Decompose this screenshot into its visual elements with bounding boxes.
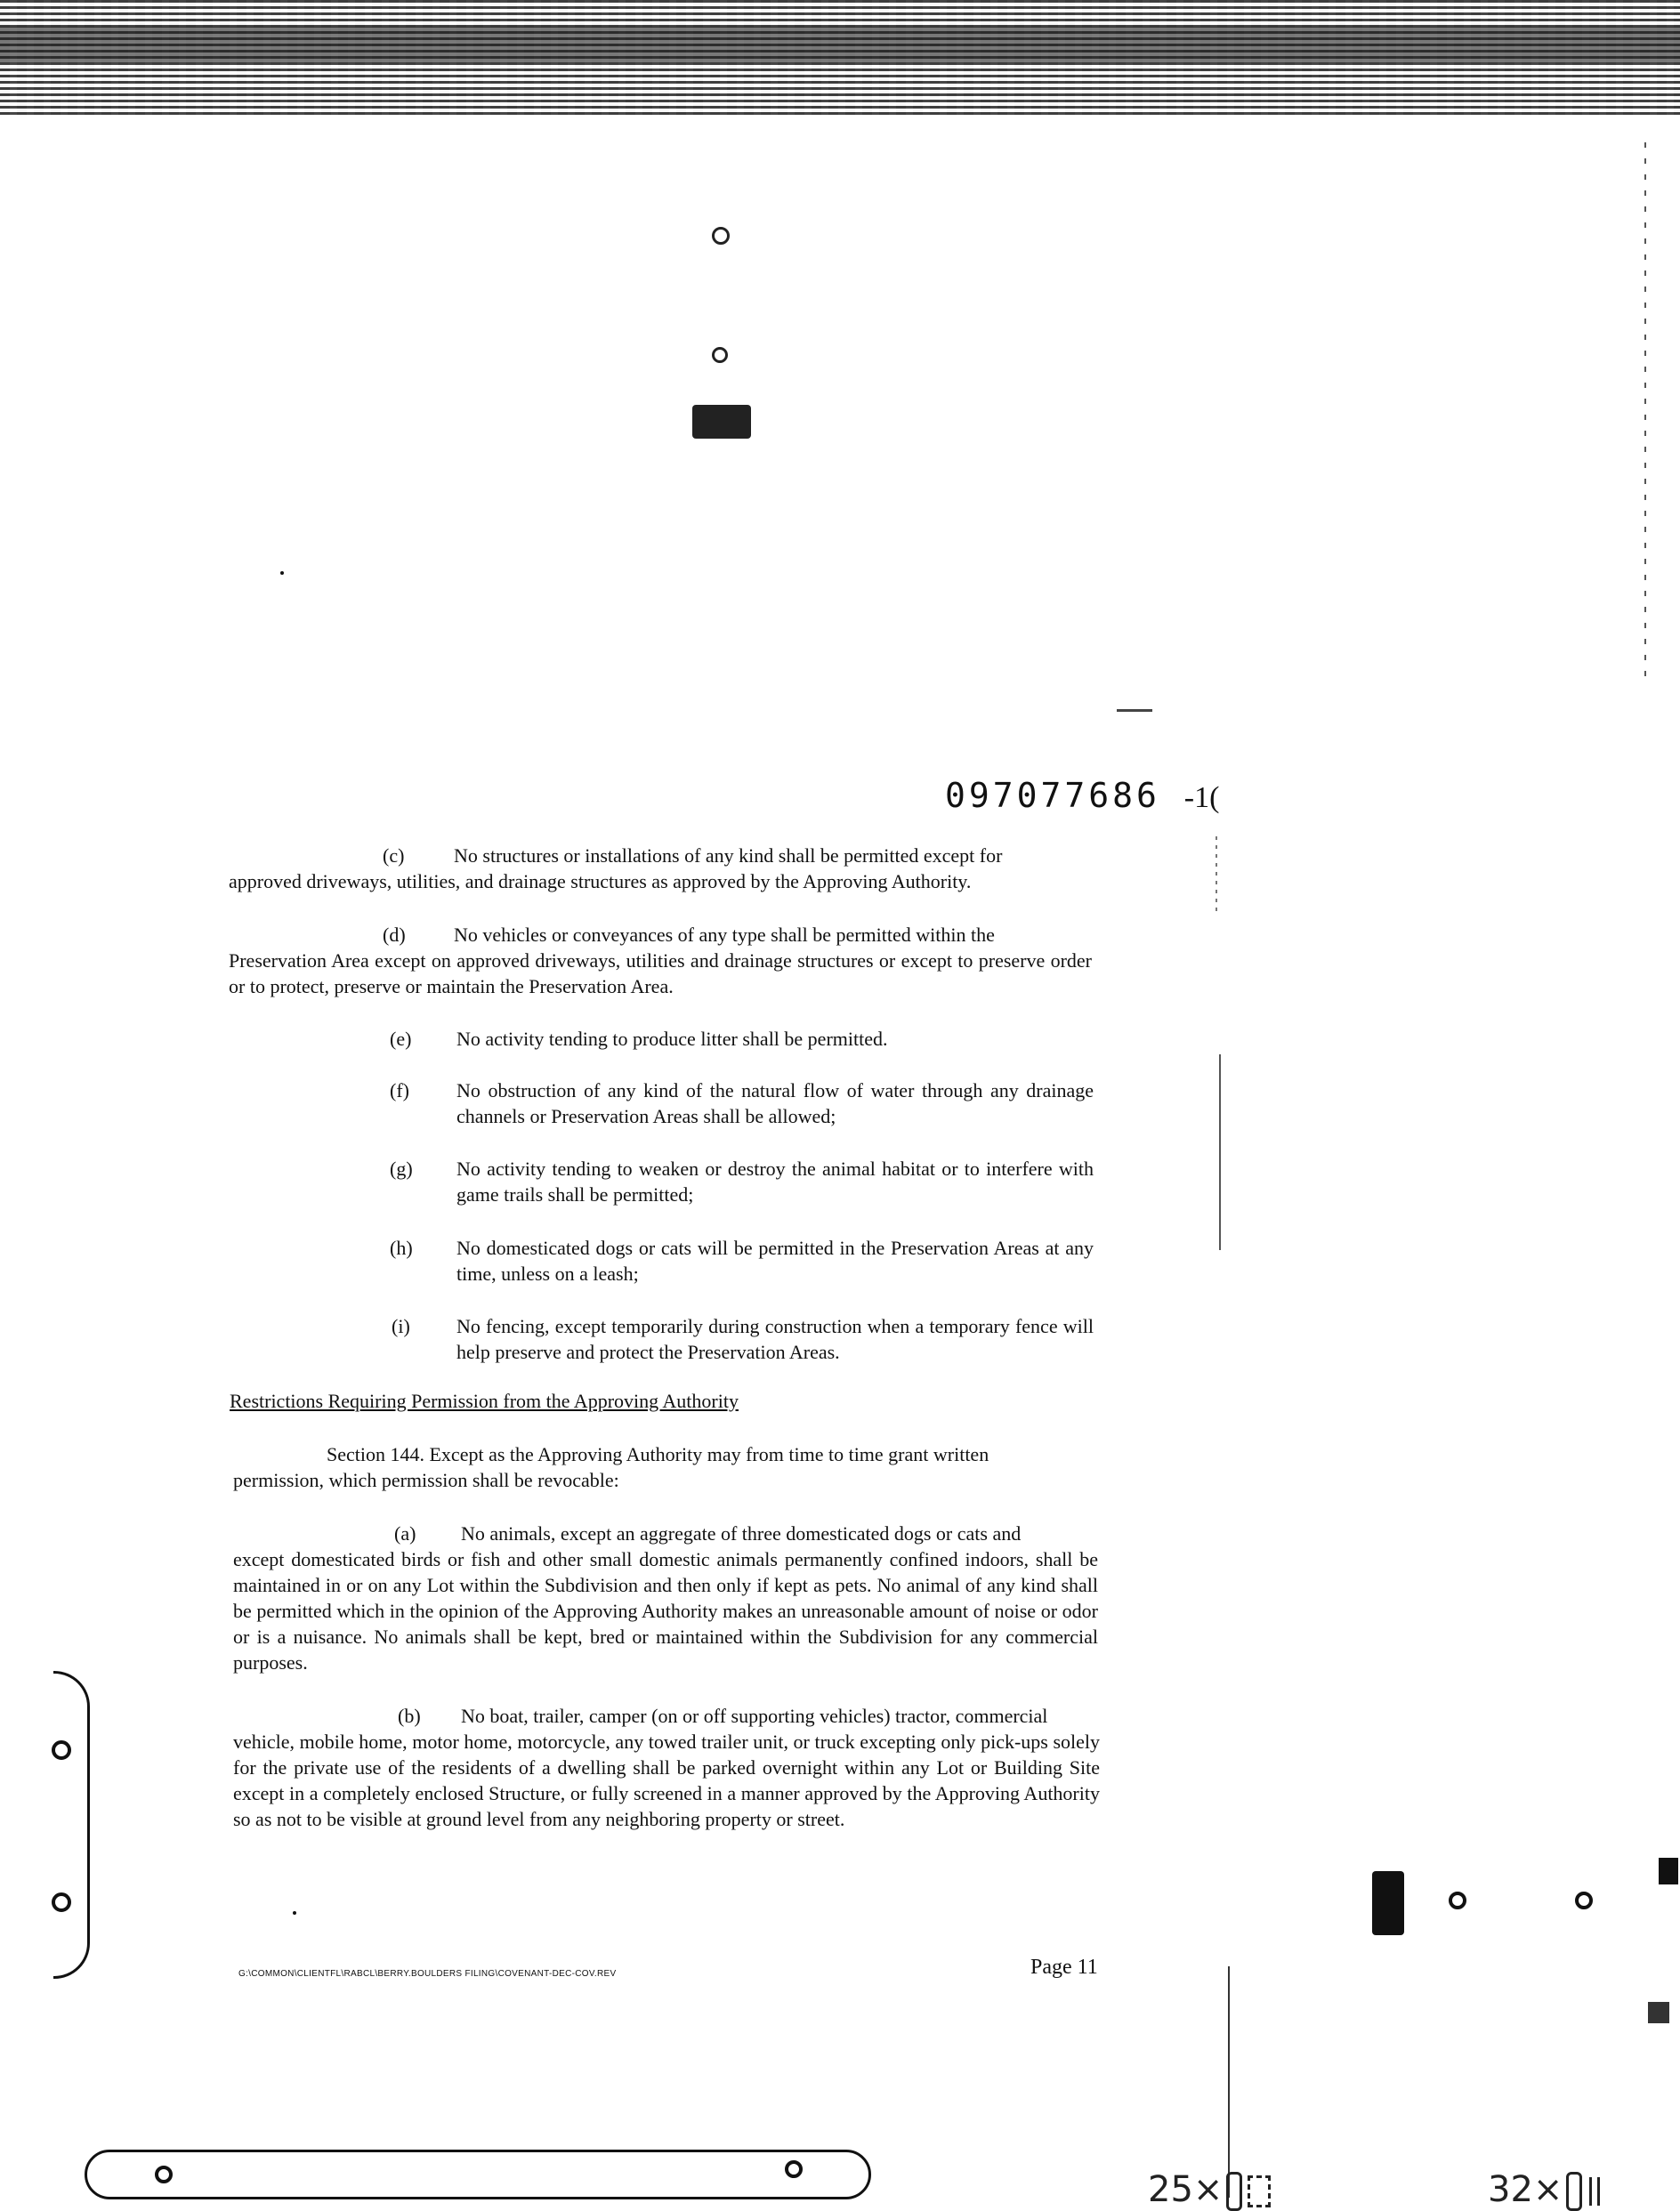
- document-number: [945, 776, 1219, 815]
- reduction-stamp-right-text: 32×: [1488, 2169, 1563, 2210]
- scan-edge-line: [1216, 836, 1217, 916]
- dark-smudge: [692, 405, 751, 439]
- bracket-glyph: [1226, 2172, 1242, 2211]
- para-b-line1: No boat, trailer, camper (on or off supporting vehicles) tractor, commercial: [461, 1705, 1048, 1727]
- binder-hole: [155, 2166, 173, 2183]
- punch-mark: [712, 227, 730, 245]
- speck: [280, 571, 284, 575]
- scan-edge-line: [1219, 1054, 1221, 1250]
- scan-edge-line: [1644, 142, 1646, 676]
- bracket-glyph: [1566, 2172, 1582, 2211]
- reduction-stamp-right: [1488, 2169, 1600, 2211]
- para-f-text: No obstruction of any kind of the natural flow of water through any drainage channels or Preservation Areas shall be allowed;: [456, 1079, 1094, 1127]
- para-h-text: No domesticated dogs or cats will be permitted in the Preservation Areas at any time, unless on a leash;: [456, 1237, 1094, 1285]
- para-b-label: (b): [398, 1705, 421, 1727]
- binder-hole: [1449, 1892, 1466, 1909]
- para-a-label: (a): [394, 1522, 416, 1545]
- para-a-line1: No animals, except an aggregate of three domesticated dogs or cats and: [461, 1522, 1022, 1545]
- para-g-label: (g): [390, 1158, 413, 1180]
- section-heading: Restrictions Requiring Permission from the Approving Authority: [230, 1390, 739, 1412]
- section-144-line2: permission, which permission shall be revocable:: [233, 1469, 619, 1491]
- dark-smudge: [1659, 1858, 1678, 1884]
- binder-hole: [1575, 1892, 1593, 1909]
- dark-smudge: [1648, 2002, 1669, 2023]
- reduction-stamp-left-text: 25×: [1148, 2169, 1224, 2210]
- speck: [293, 1911, 296, 1915]
- para-h-label: (h): [390, 1237, 413, 1259]
- document-number-value: 097077686: [945, 776, 1160, 815]
- para-a-rest: except domesticated birds or fish and other small domestic animals permanently confined indoors, shall be maintained in or on any Lot within the Subdivision and then only if kept as pets. No animal of any kind shall be permitted which in the opinion of the Approving Authority makes an unreasonable amount of noise or odor or is a nuisance. No animals shall be kept, bred or maintained within the Subdivision for any commercial purposes.: [233, 1548, 1098, 1674]
- para-f-label: (f): [390, 1079, 409, 1101]
- para-d-rest: Preservation Area except on approved driveways, utilities and drainage structures or except to preserve order or to protect, preserve or maintain the Preservation Area.: [229, 949, 1092, 997]
- para-i-label: (i): [392, 1315, 410, 1337]
- dark-smudge: [1372, 1871, 1404, 1935]
- reduction-stamp-left: [1148, 2169, 1271, 2211]
- para-d-line1: No vehicles or conveyances of any type shall be permitted within the: [454, 924, 995, 946]
- para-i-text: No fencing, except temporarily during construction when a temporary fence will help preserve and protect the Preservation Areas.: [456, 1315, 1094, 1363]
- para-c-label: (c): [383, 844, 405, 867]
- binder-hole: [52, 1740, 71, 1760]
- para-g-text: No activity tending to weaken or destroy the animal habitat or to interfere with game trails shall be permitted;: [456, 1158, 1094, 1206]
- file-path-footer: G:\COMMON\CLIENTFL\RABCL\BERRY.BOULDERS FILING\COVENANT-DEC-COV.REV: [238, 1969, 617, 1979]
- section-144-line1: Section 144. Except as the Approving Authority may from time to time grant written: [327, 1443, 989, 1465]
- scan-edge-line: [1228, 1966, 1230, 2198]
- binder-bracket: [53, 1671, 90, 1979]
- para-e-text: No activity tending to produce litter shall be permitted.: [456, 1028, 888, 1050]
- document-number-suffix: -1(: [1183, 781, 1220, 814]
- scan-artifact-band-dark: [0, 27, 1680, 62]
- para-c-line2: approved driveways, utilities, and drainage structures as approved by the Approving Authority.: [229, 870, 972, 892]
- binder-strip: [85, 2150, 871, 2199]
- para-d-label: (d): [383, 924, 406, 946]
- bracket-glyph: [1589, 2177, 1600, 2206]
- para-b-rest: vehicle, mobile home, motor home, motorcycle, any towed trailer unit, or truck excepting only pick-ups solely for the private use of the residents of a dwelling shall be parked overnight within any Lot or Building Site except in a completely enclosed Structure, or fully screened in a manner approved by the Approving Authority so as not to be visible at ground level from any neighboring property or street.: [233, 1731, 1100, 1830]
- binder-hole: [52, 1892, 71, 1912]
- page-number: Page 11: [1030, 1956, 1098, 1979]
- para-c-line1: No structures or installations of any kind shall be permitted except for: [454, 844, 1003, 867]
- scan-mark: [1117, 709, 1152, 712]
- binder-hole: [785, 2160, 803, 2178]
- bracket-glyph: [1248, 2175, 1271, 2207]
- para-e-label: (e): [390, 1028, 412, 1050]
- punch-mark: [712, 347, 728, 363]
